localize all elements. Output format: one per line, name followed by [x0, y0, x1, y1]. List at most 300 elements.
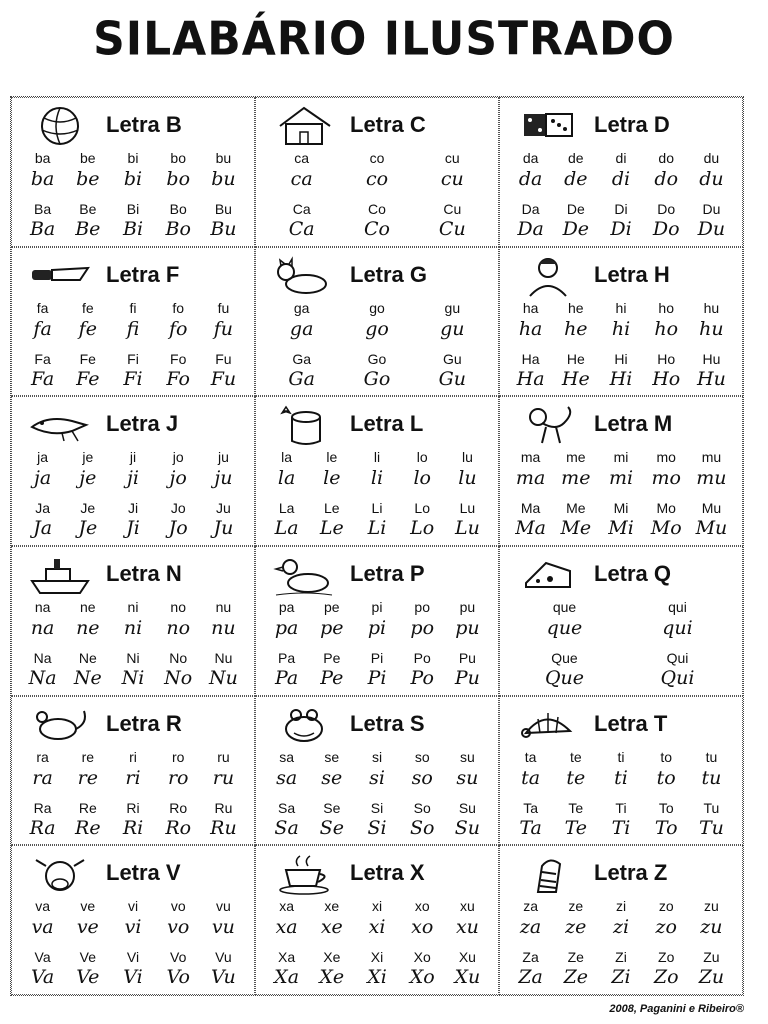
- syllables-upper-cursive: [20, 966, 246, 988]
- syllables-lower-print: [20, 150, 246, 166]
- syllable: pu: [455, 617, 480, 639]
- syllable: Qui: [666, 650, 689, 666]
- letter-heading: Letra X: [350, 860, 425, 886]
- syllable: Lu: [459, 500, 476, 517]
- syllable: Mo: [656, 500, 676, 517]
- syllable: Ja: [35, 500, 50, 517]
- syllable: ja: [33, 467, 52, 490]
- syllable: Fu: [210, 367, 237, 390]
- syllable: ni: [123, 617, 143, 639]
- syllable: po: [414, 599, 430, 615]
- syllable: co: [369, 150, 385, 166]
- syllable: Li: [371, 500, 383, 517]
- syllable: Mo: [650, 517, 682, 540]
- syllable: La: [274, 517, 299, 540]
- house-icon: [272, 104, 336, 148]
- syllable: Ro: [169, 799, 188, 816]
- syllable: re: [81, 748, 95, 765]
- syllable: xu: [455, 916, 479, 939]
- syllable: le: [326, 449, 338, 466]
- syllable: fa: [36, 299, 49, 316]
- syllable: Si: [367, 816, 387, 839]
- syllable: Na: [28, 667, 57, 689]
- syllables-upper-print: [20, 800, 246, 816]
- syllable: Ba: [34, 201, 52, 217]
- syllable: Zi: [615, 949, 627, 966]
- syllable: hi: [611, 317, 631, 340]
- letter-heading: Letra Q: [594, 561, 672, 586]
- syllable: ji: [127, 467, 139, 490]
- syllable: ti: [617, 748, 625, 765]
- syllable: to: [656, 766, 676, 789]
- syllable: Na: [33, 650, 52, 666]
- syllable: fi: [129, 299, 137, 316]
- syllable: je: [79, 467, 97, 490]
- syllable: be: [80, 150, 96, 166]
- syllables-upper-cursive: [264, 368, 490, 390]
- syllable: pa: [278, 599, 295, 615]
- syllable: me: [561, 467, 591, 490]
- syllable: Zo: [658, 949, 675, 966]
- ship-icon: [28, 553, 92, 597]
- syllable: xi: [368, 916, 386, 939]
- syllable: Be: [79, 201, 97, 217]
- syllable: Qui: [660, 667, 695, 689]
- syllable: ba: [34, 150, 51, 166]
- syllables-lower-cursive: [20, 168, 246, 190]
- syllable: bo: [166, 168, 191, 190]
- syllable: Tu: [703, 799, 720, 816]
- letter-heading: Letra N: [106, 561, 182, 586]
- syllable: Di: [610, 218, 632, 240]
- letter-heading: Letra H: [594, 261, 670, 287]
- syllable: do: [658, 150, 674, 166]
- syllable: Fe: [76, 367, 100, 390]
- page-title: SILABÁRIO ILUSTRADO: [93, 12, 675, 67]
- syllable: cu: [440, 168, 464, 190]
- syllable: Ta: [523, 799, 538, 816]
- syllable: Jo: [170, 500, 186, 517]
- syllable: no: [166, 617, 191, 639]
- syllable: So: [413, 799, 431, 816]
- syllable: xo: [414, 898, 430, 915]
- syllable: Se: [323, 799, 341, 816]
- syllable: De: [566, 201, 585, 217]
- syllables-lower-cursive: [508, 916, 734, 938]
- syllable: Ta: [519, 816, 542, 839]
- syllable: Va: [34, 949, 51, 966]
- syllable: fa: [33, 317, 52, 340]
- syllables-upper-print: [264, 650, 490, 666]
- syllable: nu: [211, 617, 236, 639]
- syllable: ti: [614, 766, 628, 789]
- syllable: Ma: [520, 500, 541, 517]
- syllable: zi: [612, 916, 630, 939]
- syllable: su: [456, 766, 479, 789]
- syllable: ru: [217, 748, 230, 765]
- syllable: Fa: [30, 367, 55, 390]
- syllable: re: [77, 766, 98, 789]
- cheese-icon: [516, 553, 580, 597]
- syllable: du: [699, 168, 724, 190]
- syllable: jo: [172, 449, 184, 466]
- syllable: So: [409, 816, 435, 839]
- syllable: la: [277, 467, 296, 490]
- syllable: ra: [32, 766, 53, 789]
- syllable: Ru: [214, 799, 233, 816]
- syllable: vi: [124, 916, 142, 939]
- syllable: vu: [211, 916, 235, 939]
- syllable: ja: [37, 449, 49, 466]
- syllable: Po: [410, 667, 434, 689]
- syllable: xi: [371, 898, 383, 915]
- syllable: po: [410, 617, 435, 639]
- syllable: Sa: [274, 816, 299, 839]
- armadillo-icon: [516, 703, 580, 747]
- letter-heading: Letra M: [594, 411, 673, 437]
- syllables-lower-print: [508, 150, 734, 166]
- syllable: mu: [696, 467, 727, 490]
- syllables-lower-cursive: [20, 467, 246, 489]
- syllable: Ri: [126, 799, 140, 816]
- syllable: ha: [518, 317, 543, 340]
- syllable: Lu: [454, 517, 480, 540]
- syllable: ta: [524, 748, 537, 765]
- syllable: pu: [459, 599, 476, 615]
- syllable: no: [170, 599, 186, 615]
- syllables-lower-print: [20, 599, 246, 615]
- syllables-upper-print: [20, 949, 246, 965]
- syllable: da: [518, 168, 543, 190]
- syllables-upper-print: [20, 201, 246, 217]
- syllable: cu: [444, 150, 460, 166]
- syllable: Ri: [122, 816, 144, 839]
- dice-icon: [516, 104, 580, 148]
- syllables-upper-cursive: [20, 218, 246, 240]
- syllable: Ti: [615, 799, 627, 816]
- syllable: di: [615, 150, 627, 166]
- syllable: hu: [703, 299, 720, 316]
- syllable: za: [519, 916, 542, 939]
- letter-heading: Letra J: [106, 411, 179, 437]
- syllable: Pu: [454, 667, 480, 689]
- syllables-upper-print: [508, 949, 734, 965]
- syllable: pi: [367, 617, 387, 639]
- syllable: Le: [324, 500, 340, 517]
- syllables-upper-print: [264, 800, 490, 816]
- syllable: vo: [170, 898, 186, 915]
- syllable: Me: [566, 500, 586, 517]
- syllable: pe: [320, 617, 344, 639]
- syllable: to: [660, 748, 673, 765]
- syllable: mu: [701, 449, 722, 466]
- mouse-icon: [28, 703, 92, 747]
- syllable: bu: [211, 168, 236, 190]
- syllable: Fi: [127, 350, 139, 367]
- syllable: Co: [364, 218, 390, 240]
- syllable: Se: [319, 816, 344, 839]
- syllable: Vu: [211, 966, 236, 989]
- syllable: Za: [522, 949, 539, 966]
- syllable: zo: [658, 898, 674, 915]
- syllables-upper-cursive: [264, 966, 490, 988]
- syllables-upper-print: [508, 500, 734, 516]
- syllable: fe: [78, 317, 97, 340]
- syllables-lower-print: [264, 449, 490, 465]
- syllable: Ho: [652, 367, 681, 390]
- syllables-upper-cursive: [508, 966, 734, 988]
- syllable: Pe: [323, 650, 341, 666]
- letter-card: [11, 845, 255, 995]
- syllables-upper-cursive: [20, 817, 246, 839]
- syllables-upper-cursive: [508, 218, 734, 240]
- syllable: Xi: [367, 966, 387, 989]
- syllable: Hi: [614, 350, 628, 367]
- syllables-lower-print: [264, 898, 490, 914]
- syllable: fo: [168, 317, 188, 340]
- syllable: Ma: [515, 517, 546, 540]
- syllable: Ro: [165, 816, 192, 839]
- syllable: Ze: [563, 966, 589, 989]
- syllable: Po: [413, 650, 431, 666]
- syllable: te: [566, 766, 586, 789]
- syllable: fu: [217, 299, 230, 316]
- syllables-lower-print: [264, 300, 490, 316]
- syllable: ne: [80, 599, 96, 615]
- syllable: Lo: [414, 500, 430, 517]
- syllable: Su: [454, 816, 481, 839]
- letter-card: [499, 845, 743, 995]
- syllable: Ja: [33, 517, 53, 540]
- syllables-lower-cursive: [508, 168, 734, 190]
- syllable: Gu: [438, 367, 467, 390]
- syllable: ha: [522, 299, 539, 316]
- syllable: bu: [215, 150, 232, 166]
- syllable: jo: [169, 467, 187, 490]
- syllable: Nu: [214, 650, 233, 666]
- syllable: lo: [413, 467, 431, 490]
- duck-icon: [272, 553, 336, 597]
- syllable: Du: [702, 201, 721, 217]
- syllable: he: [568, 299, 584, 316]
- syllable: xe: [324, 898, 340, 915]
- syllable: No: [164, 667, 193, 689]
- syllable: Xi: [370, 949, 384, 966]
- syllable: ri: [125, 766, 141, 789]
- syllable: li: [370, 467, 384, 490]
- syllable: vo: [167, 916, 190, 939]
- syllable: Xe: [323, 949, 341, 966]
- syllable: so: [414, 748, 430, 765]
- syllable: Mu: [695, 517, 728, 540]
- syllable: Pi: [370, 650, 384, 666]
- syllable: qui: [668, 599, 687, 615]
- syllable: hu: [699, 317, 724, 340]
- syllable: De: [562, 218, 590, 240]
- syllable: zu: [700, 916, 723, 939]
- syllables-lower-cursive: [264, 467, 490, 489]
- letter-card: [255, 97, 499, 247]
- syllable: Bo: [169, 201, 187, 217]
- syllable: pa: [274, 617, 299, 639]
- syllables-upper-cursive: [264, 517, 490, 539]
- syllable: Hi: [609, 367, 633, 390]
- syllable: go: [365, 317, 389, 340]
- syllable: Go: [367, 350, 387, 367]
- syllable: zu: [704, 898, 719, 915]
- syllable: Ze: [567, 949, 584, 966]
- syllable: va: [31, 916, 54, 939]
- alligator-icon: [28, 403, 92, 447]
- syllable: mi: [608, 467, 634, 490]
- syllable: lo: [416, 449, 428, 466]
- letter-card: [499, 546, 743, 696]
- syllables-upper-cursive: [264, 667, 490, 689]
- syllables-lower-print: [508, 300, 734, 316]
- syllable: ho: [658, 299, 674, 316]
- syllables-upper-print: [508, 650, 734, 666]
- syllable: Su: [458, 799, 476, 816]
- syllable: Fe: [79, 350, 96, 367]
- cat-icon: [272, 254, 336, 298]
- can-icon: [272, 403, 336, 447]
- letter-heading: Letra R: [106, 710, 182, 736]
- syllable: Va: [30, 966, 55, 989]
- letter-heading: Letra P: [350, 561, 425, 586]
- syllable: Que: [544, 667, 585, 689]
- syllable: fu: [213, 317, 234, 340]
- letter-card: [255, 696, 499, 846]
- syllables-lower-cursive: [264, 617, 490, 639]
- syllable: Do: [657, 201, 676, 217]
- syllables-upper-cursive: [508, 368, 734, 390]
- syllables-upper-cursive: [20, 368, 246, 390]
- letter-card: [499, 97, 743, 247]
- syllable: ra: [36, 748, 49, 765]
- syllable: ve: [80, 898, 96, 915]
- letter-heading: Letra B: [106, 112, 182, 137]
- syllable: be: [76, 168, 100, 190]
- syllables-lower-print: [20, 749, 246, 765]
- syllable: se: [324, 748, 340, 765]
- syllable: sa: [276, 766, 298, 789]
- syllable: ve: [76, 916, 99, 939]
- syllables-upper-print: [20, 500, 246, 516]
- syllable: ma: [515, 467, 546, 490]
- syllable: Xe: [319, 966, 345, 989]
- letter-card: [499, 247, 743, 397]
- syllable: que: [552, 599, 577, 615]
- syllable: di: [611, 168, 631, 190]
- syllable: Fa: [34, 350, 51, 367]
- syllables-lower-cursive: [264, 767, 490, 789]
- syllable: Li: [367, 517, 387, 540]
- syllable: gu: [444, 299, 461, 316]
- syllable: Ni: [121, 667, 145, 689]
- syllable: Mi: [608, 517, 634, 540]
- syllable: Di: [614, 201, 628, 217]
- syllable: su: [460, 748, 475, 765]
- syllable: Xu: [458, 949, 476, 966]
- syllable: To: [658, 799, 674, 816]
- syllable: He: [561, 367, 590, 390]
- syllable: xe: [320, 916, 343, 939]
- syllable: Zu: [703, 949, 720, 966]
- syllable: ze: [565, 916, 587, 939]
- syllable: tu: [705, 748, 718, 765]
- syllables-lower-cursive: [508, 467, 734, 489]
- syllables-lower-cursive: [264, 168, 490, 190]
- syllable: Le: [319, 517, 344, 540]
- syllables-upper-print: [264, 201, 490, 217]
- syllables-upper-print: [20, 351, 246, 367]
- syllable: za: [523, 898, 538, 915]
- syllables-lower-print: [264, 599, 490, 615]
- knife-icon: [28, 254, 92, 298]
- syllables-lower-print: [20, 898, 246, 914]
- syllables-lower-print: [508, 898, 734, 914]
- syllable: fe: [81, 299, 94, 316]
- syllable: ni: [127, 599, 139, 615]
- syllables-lower-print: [20, 300, 246, 316]
- letter-heading: Letra G: [350, 261, 428, 287]
- syllable: gu: [440, 317, 465, 340]
- syllable: Nu: [208, 667, 238, 689]
- syllables-lower-cursive: [508, 318, 734, 340]
- syllable: Xu: [454, 966, 481, 989]
- letter-heading: Letra F: [106, 261, 180, 287]
- syllables-lower-cursive: [508, 767, 734, 789]
- syllable: ji: [129, 449, 137, 466]
- syllable: ca: [294, 150, 310, 166]
- syllable: te: [569, 748, 582, 765]
- syllable: He: [566, 350, 585, 367]
- syllable: na: [30, 617, 55, 639]
- syllable: Ho: [657, 350, 676, 367]
- syllable: nu: [215, 599, 232, 615]
- syllable: Ji: [126, 517, 140, 540]
- cow-icon: [28, 852, 92, 896]
- syllables-lower-cursive: [264, 916, 490, 938]
- syllable: Ne: [78, 650, 97, 666]
- syllable: Ju: [216, 500, 231, 517]
- syllable: ri: [129, 748, 137, 765]
- syllable: vi: [127, 898, 139, 915]
- syllable: Ca: [292, 201, 311, 217]
- syllable: Hu: [702, 350, 721, 367]
- syllable: ro: [171, 748, 185, 765]
- syllable: ho: [654, 317, 679, 340]
- syllable: fo: [172, 299, 185, 316]
- syllable: Be: [75, 218, 101, 240]
- syllable: Bi: [126, 201, 140, 217]
- syllables-lower-print: [508, 449, 734, 465]
- syllable: Te: [564, 816, 588, 839]
- syllable: lu: [458, 467, 477, 490]
- syllable: de: [568, 150, 584, 166]
- syllables-upper-print: [508, 800, 734, 816]
- syllable: Ve: [79, 949, 96, 966]
- syllables-lower-print: [264, 749, 490, 765]
- syllable: se: [321, 766, 343, 789]
- syllable: Lo: [410, 517, 435, 540]
- letter-card: [11, 396, 255, 546]
- syllable: si: [369, 766, 385, 789]
- syllables-lower-cursive: [20, 916, 246, 938]
- syllable: Mu: [701, 500, 722, 517]
- syllable: da: [522, 150, 539, 166]
- syllable: Je: [80, 500, 96, 517]
